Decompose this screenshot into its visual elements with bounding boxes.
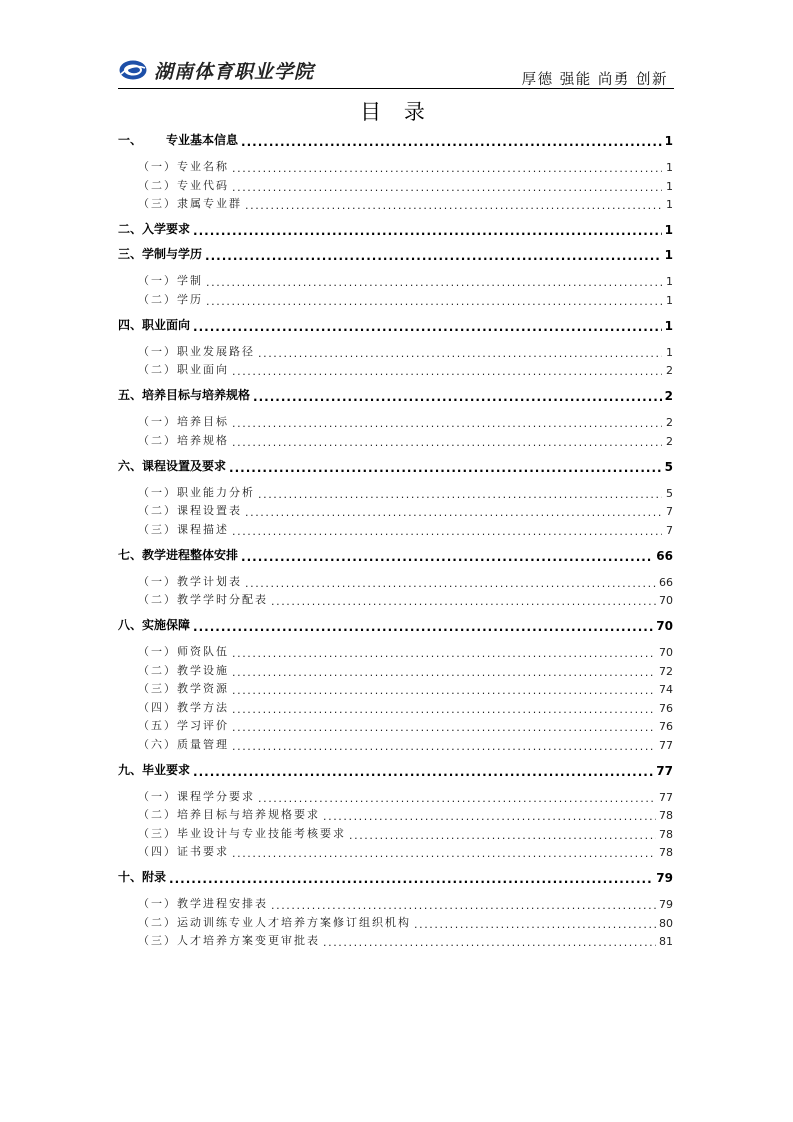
toc-entry-title: 职业面向 bbox=[142, 317, 191, 332]
logo-text: 湖南体育职业学院 bbox=[154, 60, 315, 83]
toc-section-entry[interactable] bbox=[138, 717, 673, 733]
toc-section-entry[interactable] bbox=[138, 699, 673, 715]
toc-entry-title: 质量管理 bbox=[177, 737, 229, 751]
toc-page-number: 77 bbox=[659, 790, 673, 804]
toc-section-entry[interactable] bbox=[138, 825, 673, 841]
toc-dot-leader bbox=[193, 321, 662, 333]
toc-entry-number: （二） bbox=[138, 915, 177, 929]
toc-entry-number: 十、 bbox=[118, 870, 143, 884]
toc-page-number: 1 bbox=[666, 179, 673, 193]
toc-section-entry[interactable] bbox=[138, 484, 673, 500]
toc-entry-number: 一、 bbox=[118, 133, 143, 147]
toc-entry-number: 三、 bbox=[118, 247, 143, 261]
toc-entry-number: （一） bbox=[138, 645, 177, 658]
toc-entry-title: 专业基本信息 bbox=[166, 133, 239, 147]
toc-page-number: 77 bbox=[659, 738, 673, 752]
toc-entry-number: （二） bbox=[138, 808, 177, 821]
toc-entry-title: 实施保障 bbox=[142, 618, 191, 632]
toc-entry-title: 培养目标与培养规格 bbox=[142, 388, 251, 402]
toc-entry-number: （二） bbox=[138, 663, 177, 677]
toc-entry-number: （三） bbox=[138, 934, 177, 947]
toc-page-number: 66 bbox=[659, 575, 673, 589]
toc-entry-number: （二） bbox=[138, 504, 177, 517]
toc-page-number: 70 bbox=[656, 619, 673, 633]
toc-chapter-entry[interactable] bbox=[118, 130, 673, 148]
toc-dot-leader bbox=[232, 526, 662, 537]
toc-page-number: 78 bbox=[659, 827, 673, 841]
toc-dot-leader bbox=[232, 648, 656, 659]
toc-entry-number: （二） bbox=[138, 593, 177, 606]
toc-page-number: 5 bbox=[666, 486, 673, 500]
toc-entry-title: 课程学分要求 bbox=[177, 789, 255, 803]
toc-entry-title: 课程设置表 bbox=[177, 504, 242, 517]
toc-entry-title: 职业发展路径 bbox=[177, 344, 255, 358]
toc-entry-title: 培养目标 bbox=[177, 415, 229, 428]
toc-chapter-entry[interactable] bbox=[118, 867, 673, 885]
toc-dot-leader bbox=[241, 551, 653, 563]
toc-entry-title: 学历 bbox=[177, 292, 203, 306]
toc-entry-title: 学制 bbox=[177, 274, 203, 287]
toc-entry-number: 九、 bbox=[118, 762, 143, 777]
toc-page-number: 1 bbox=[664, 248, 673, 262]
toc-page-number: 78 bbox=[659, 846, 673, 859]
toc-chapter-entry[interactable] bbox=[118, 219, 673, 237]
toc-entry-title: 毕业设计与专业技能考核要求 bbox=[177, 826, 346, 840]
toc-section-entry[interactable] bbox=[138, 736, 673, 752]
toc-dot-leader bbox=[193, 225, 662, 237]
toc-page-number: 77 bbox=[656, 763, 673, 778]
toc-page-number: 80 bbox=[659, 916, 673, 930]
toc-section-entry[interactable] bbox=[138, 680, 673, 696]
toc-section-entry[interactable] bbox=[138, 895, 673, 911]
toc-page-number: 1 bbox=[666, 345, 673, 359]
toc-chapter-entry[interactable] bbox=[118, 615, 673, 633]
toc-section-entry[interactable] bbox=[138, 914, 673, 930]
toc-section-entry[interactable] bbox=[138, 343, 673, 359]
toc-section-entry[interactable] bbox=[138, 521, 673, 537]
toc-entry-title: 证书要求 bbox=[177, 845, 229, 858]
toc-page-number: 70 bbox=[659, 646, 673, 659]
toc-entry-title: 师资队伍 bbox=[177, 645, 229, 658]
toc-section-entry[interactable] bbox=[138, 361, 673, 377]
toc-entry-number: 七、 bbox=[118, 547, 143, 562]
toc-entry-title: 专业名称 bbox=[177, 160, 229, 173]
toc-section-entry[interactable] bbox=[138, 932, 673, 948]
toc-dot-leader bbox=[232, 366, 662, 377]
toc-entry-title: 教学计划表 bbox=[177, 574, 242, 588]
toc-section-entry[interactable] bbox=[138, 272, 673, 288]
toc-dot-leader bbox=[258, 489, 662, 500]
toc-chapter-entry[interactable] bbox=[118, 760, 673, 778]
toc-page-number: 70 bbox=[659, 594, 673, 607]
toc-entry-number: （一） bbox=[138, 897, 177, 910]
toc-dot-leader bbox=[245, 200, 662, 211]
toc-page-number: 79 bbox=[656, 871, 673, 885]
toc-section-entry[interactable] bbox=[138, 806, 673, 822]
toc-dot-leader bbox=[229, 462, 662, 474]
toc-entry-number: 六、 bbox=[118, 458, 143, 473]
toc-entry-title: 附录 bbox=[142, 870, 167, 884]
toc-entry-title: 教学资源 bbox=[177, 682, 229, 695]
toc-entry-number: （一） bbox=[138, 344, 177, 358]
toc-page-number: 1 bbox=[664, 134, 673, 148]
toc-entry-number: （一） bbox=[138, 274, 177, 287]
toc-page-number: 2 bbox=[666, 416, 673, 429]
toc-dot-leader bbox=[193, 766, 653, 778]
toc-dot-leader bbox=[169, 873, 653, 885]
toc-dot-leader bbox=[323, 811, 656, 822]
toc-entry-number: （二） bbox=[138, 178, 177, 192]
toc-dot-leader bbox=[206, 277, 662, 288]
toc-entry-number: （三） bbox=[138, 682, 177, 695]
toc-dot-leader bbox=[258, 348, 662, 359]
toc-page-number: 79 bbox=[659, 898, 673, 911]
toc-section-entry[interactable] bbox=[138, 177, 673, 193]
toc-entry-number: （五） bbox=[138, 719, 177, 732]
toc-entry-title: 毕业要求 bbox=[142, 762, 191, 777]
toc-page-number: 74 bbox=[659, 683, 673, 696]
toc-dot-leader bbox=[232, 437, 662, 448]
toc-entry-title: 学制与学历 bbox=[142, 247, 203, 261]
toc-entry-title: 职业面向 bbox=[177, 363, 229, 376]
toc-entry-title: 培养规格 bbox=[177, 433, 229, 447]
toc-entry-number: （一） bbox=[138, 415, 177, 428]
toc-dot-leader bbox=[232, 848, 656, 859]
toc-dot-leader bbox=[349, 830, 656, 841]
toc-entry-number: （二） bbox=[138, 292, 177, 306]
toc-chapter-entry[interactable] bbox=[118, 244, 673, 262]
toc-entry-number: （一） bbox=[138, 485, 177, 499]
toc-dot-leader bbox=[232, 667, 656, 678]
toc-page-number: 1 bbox=[664, 223, 673, 237]
toc-entry-title: 教学进程安排表 bbox=[177, 897, 268, 910]
toc-entry-number: （四） bbox=[138, 845, 177, 858]
toc-section-entry[interactable] bbox=[138, 662, 673, 678]
toc-dot-leader bbox=[232, 182, 662, 193]
toc-entry-title: 教学学时分配表 bbox=[177, 593, 268, 606]
toc-entry-number: 八、 bbox=[118, 618, 143, 632]
toc-dot-leader bbox=[232, 685, 656, 696]
toc-entry-number: （三） bbox=[138, 197, 177, 210]
toc-dot-leader bbox=[232, 741, 656, 752]
toc-page-number: 78 bbox=[659, 809, 673, 822]
toc-dot-leader bbox=[245, 507, 662, 518]
toc-entry-number: 五、 bbox=[118, 388, 143, 402]
toc-page-number: 1 bbox=[664, 318, 673, 333]
toc-page-number: 1 bbox=[666, 293, 673, 307]
toc-dot-leader bbox=[232, 163, 662, 174]
toc-page-number: 1 bbox=[666, 275, 673, 288]
toc-chapter-entry[interactable] bbox=[118, 456, 673, 474]
toc-chapter-entry[interactable] bbox=[118, 385, 673, 403]
toc-chapter-entry[interactable] bbox=[118, 315, 673, 333]
toc-entry-title: 职业能力分析 bbox=[177, 485, 255, 499]
toc-entry-number: （三） bbox=[138, 826, 177, 840]
toc-entry-number: （四） bbox=[138, 700, 177, 714]
toc-entry-title: 课程设置及要求 bbox=[142, 458, 227, 473]
toc-entry-title: 入学要求 bbox=[142, 222, 191, 236]
toc-entry-number: （二） bbox=[138, 363, 177, 376]
toc-entry-title: 教学方法 bbox=[177, 700, 229, 714]
toc-dot-leader bbox=[193, 621, 653, 633]
toc-page-number: 5 bbox=[664, 459, 673, 474]
toc-page-number: 72 bbox=[659, 664, 673, 678]
toc-section-entry[interactable] bbox=[138, 195, 673, 211]
toc-section-entry[interactable] bbox=[138, 788, 673, 804]
toc-page-number: 66 bbox=[656, 548, 673, 563]
toc-page-number: 2 bbox=[666, 364, 673, 377]
toc-section-entry[interactable] bbox=[138, 502, 673, 518]
toc-dot-leader bbox=[205, 250, 662, 262]
page-title: 目 录 bbox=[360, 100, 433, 124]
toc-chapter-entry[interactable] bbox=[118, 545, 673, 563]
toc-entry-title: 专业代码 bbox=[177, 178, 229, 192]
toc-page-number: 81 bbox=[659, 935, 673, 948]
toc-page-number: 2 bbox=[664, 389, 673, 403]
toc-page-number: 2 bbox=[666, 434, 673, 448]
toc-dot-leader bbox=[232, 418, 662, 429]
toc-dot-leader bbox=[258, 793, 656, 804]
toc-entry-title: 课程描述 bbox=[177, 522, 229, 536]
toc-section-entry[interactable] bbox=[138, 432, 673, 448]
toc-entry-title: 教学设施 bbox=[177, 663, 229, 677]
toc-dot-leader bbox=[253, 391, 662, 403]
toc-section-entry[interactable] bbox=[138, 291, 673, 307]
toc-entry-number: （二） bbox=[138, 433, 177, 447]
toc-page-number: 1 bbox=[666, 198, 673, 211]
toc-section-entry[interactable] bbox=[138, 573, 673, 589]
toc-entry-number: 二、 bbox=[118, 222, 143, 236]
toc-dot-leader bbox=[414, 919, 656, 930]
toc-entry-title: 隶属专业群 bbox=[177, 197, 242, 210]
toc-page-number: 7 bbox=[666, 505, 673, 518]
toc-dot-leader bbox=[245, 578, 656, 589]
toc-dot-leader bbox=[241, 136, 662, 148]
toc-page-number: 76 bbox=[659, 720, 673, 733]
toc-section-entry[interactable] bbox=[138, 643, 673, 659]
toc-entry-number: （一） bbox=[138, 160, 177, 173]
toc-entry-title: 人才培养方案变更审批表 bbox=[177, 934, 320, 947]
toc-dot-leader bbox=[271, 596, 656, 607]
toc-entry-number: （三） bbox=[138, 522, 177, 536]
toc-page-number: 7 bbox=[666, 523, 673, 537]
toc-section-entry[interactable] bbox=[138, 158, 673, 174]
toc-dot-leader bbox=[206, 296, 662, 307]
toc-entry-number: （一） bbox=[138, 574, 177, 588]
toc-entry-title: 学习评价 bbox=[177, 719, 229, 732]
toc-entry-number: （一） bbox=[138, 789, 177, 803]
toc-section-entry[interactable] bbox=[138, 591, 673, 607]
toc-entry-title: 培养目标与培养规格要求 bbox=[177, 808, 320, 821]
toc-dot-leader bbox=[232, 722, 656, 733]
toc-section-entry[interactable] bbox=[138, 413, 673, 429]
toc-entry-number: 四、 bbox=[118, 317, 143, 332]
toc-entry-number: （六） bbox=[138, 737, 177, 751]
school-motto: 厚德 强能 尚勇 创新 bbox=[521, 72, 668, 88]
toc-entry-title: 运动训练专业人才培养方案修订组织机构 bbox=[177, 915, 411, 929]
toc-page-number: 76 bbox=[659, 701, 673, 715]
toc-page-number: 1 bbox=[666, 161, 673, 174]
toc-section-entry[interactable] bbox=[138, 843, 673, 859]
toc-dot-leader bbox=[323, 937, 656, 948]
toc-entry-title: 教学进程整体安排 bbox=[142, 547, 239, 562]
toc-dot-leader bbox=[271, 900, 656, 911]
toc-dot-leader bbox=[232, 704, 656, 715]
